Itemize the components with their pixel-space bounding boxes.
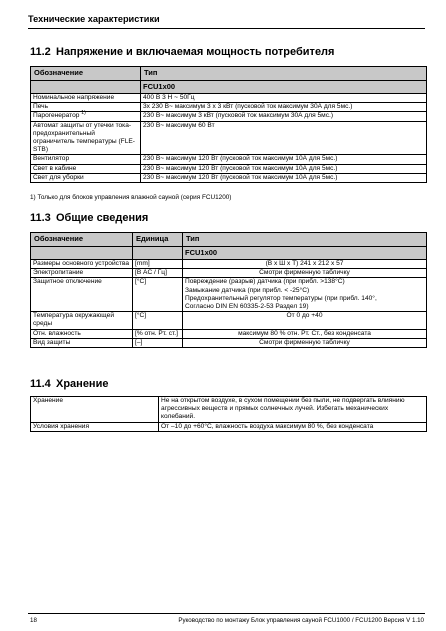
footer-rule — [28, 613, 425, 614]
page-number: 18 — [30, 617, 37, 624]
model-cell: FCU1x00 — [141, 81, 427, 94]
section-number: 11.3 — [30, 212, 51, 224]
table-row: Свет для уборки 230 В~ максимум 120 Вт (пусковой ток максимум 10А для 5мс.) — [31, 173, 427, 182]
col-designation: Обозначение — [31, 233, 133, 247]
section-heading: Напряжение и включаемая мощность потребителя — [56, 46, 335, 58]
table-row: Автомат защиты от утечки тока-предохранительный ограничитель температуры (FLE-STB) 230 В~ максимум 60 Вт — [31, 121, 427, 155]
model-cell: FCU1x00 — [183, 247, 427, 260]
table-row: Электропитание [В AC / Гц] Смотри фирменную табличку — [31, 269, 427, 278]
section-heading: Хранение — [56, 378, 109, 390]
power-table — [30, 66, 427, 183]
section-number: 11.4 — [30, 378, 51, 390]
col-unit: Единица — [133, 233, 183, 247]
table-row: Вид защиты [–] Смотри фирменную табличку — [31, 338, 427, 347]
table-row: Условия хранения От –10 до +60°C, влажность воздуха максимум 80 %, без конденсата — [31, 422, 427, 431]
table-row: Вентилятор 230 В~ максимум 120 Вт (пусковой ток максимум 10А для 5мс.) — [31, 155, 427, 164]
general-table — [30, 232, 427, 348]
table-row: Защитное отключение [°C] Повреждение (разрыв) датчика (при прибл. >138°C) Замыкание датчика (при прибл. < -25°C) Предохранительный регулятор температуры (при прибл. 140°, Согласно DIN EN 60335-2-53 Раздел 19) — [31, 278, 427, 312]
table-row: Парогенератор $^{1)}$ 230 В~ максимум 3 кВт (пусковой ток максимум 30А для 5мс.) — [31, 112, 427, 121]
storage-table — [30, 396, 427, 432]
footnote-ref: 1) — [81, 110, 86, 117]
table-row: Хранение Не на открытом воздухе, в сухом помещении без пыли, не подвергать влиянию агрессивных веществ и прямых солнечных лучей. Избегать механических колебаний. — [31, 397, 427, 423]
section-title-storage — [30, 378, 108, 390]
table-row: Номинальное напряжение 400 В 3 Н ~ 50Гц — [31, 94, 427, 103]
table-row: Свет в кабине 230 В~ максимум 120 Вт (пусковой ток максимум 10А для 5мс.) — [31, 164, 427, 173]
col-designation: Обозначение — [31, 67, 141, 81]
table-row: Температура окружающей среды [°C] От 0 до +40 — [31, 312, 427, 329]
table-row: Отн. влажность [% отн. Рт. ст.] максимум 80 % отн. Рт. Ст., без конденсата — [31, 329, 427, 338]
running-header: Технические характеристики — [28, 14, 160, 24]
header-rule — [28, 28, 425, 29]
col-type: Тип — [183, 233, 427, 247]
col-type: Тип — [141, 67, 427, 81]
section-number: 11.2 — [30, 46, 51, 58]
table-row: Размеры основного устройства [mm] (В x Ш x Т) 241 x 212 x 57 — [31, 260, 427, 269]
footnote: 1) Только для блоков управления влажной сауной (серия FCU1200) — [30, 194, 232, 201]
section-title-power — [30, 46, 334, 58]
section-title-general — [30, 212, 148, 224]
footer-text: Руководство по монтажу Блок управления сауной FCU1000 / FCU1200 Версия V 1.10 — [178, 617, 424, 624]
table-row: Печь 3x 230 В~ максимум 3 x 3 кВт (пусковой ток максимум 30А для 5мс.) — [31, 103, 427, 112]
section-heading: Общие сведения — [56, 212, 149, 224]
